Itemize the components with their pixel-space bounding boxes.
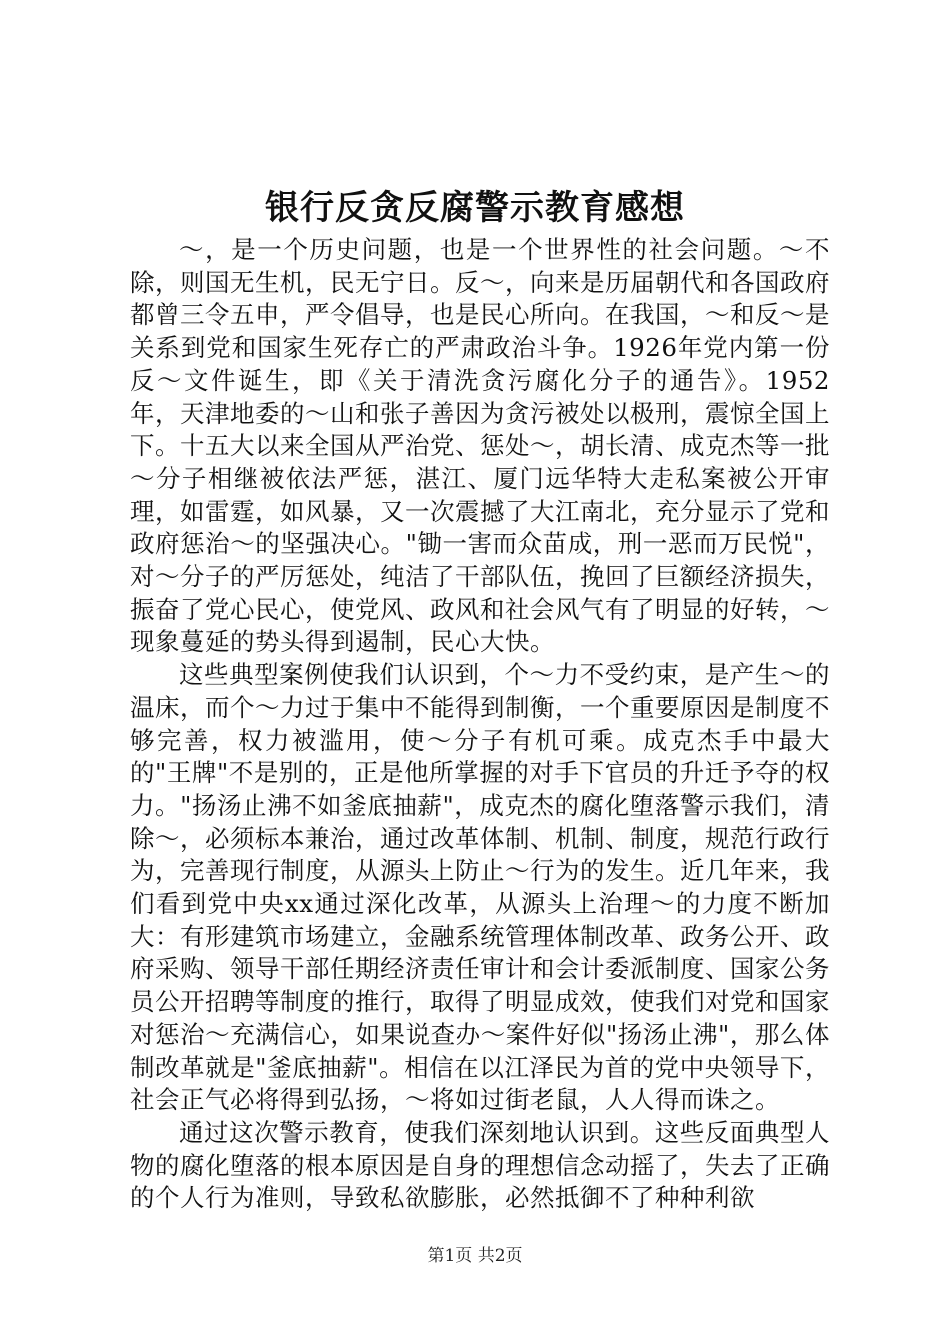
paragraph-2: 这些典型案例使我们认识到，个～力不受约束，是产生～的温床，而个～力过于集中不能得到制衡，一个重要原因是制度不够完善，权力被滥用，使～分子有机可乘。成克杰手中最大的"王牌"不是别的，正是他所掌握的对手下官员的升迁予夺的权力。"扬汤止沸不如釜底抽薪"，成克杰的腐化堕落警示我们，清除～，必须标本兼治，通过改革体制、机制、制度，规范行政行为，完善现行制度，从源头上防止～行为的发生。近几年来，我们看到党中央xx通过深化改革，从源头上治理～的力度不断加大：有形建筑市场建立，金融系统管理体制改革、政务公开、政府采购、领导干部任期经济责任审计和会计委派制度、国家公务员公开招聘等制度的推行，取得了明显成效，使我们对党和国家对惩治～充满信心，如果说查办～案件好似"扬汤止沸"，那么体制改革就是"釜底抽薪"。相信在以江泽民为首的党中央领导下，社会正气必将得到弘扬，～将如过街老鼠，人人得而诛之。 (130, 660, 830, 1115)
paragraph-1: ～，是一个历史问题，也是一个世界性的社会问题。～不除，则国无生机，民无宁日。反～，向来是历届朝代和各国政府都曾三令五申，严令倡导，也是民心所向。在我国，～和反～是关系到党和国家生死存亡的严肃政治斗争。1926年党内第一份反～文件诞生，即《关于清洗贪污腐化分子的通告》。1952年，天津地委的～山和张子善因为贪污被处以极刑，震惊全国上下。十五大以来全国从严治党、惩处～，胡长清、成克杰等一批～分子相继被依法严惩，湛江、厦门远华特大走私案被公开审理，如雷霆，如风暴，又一次震撼了大江南北，充分显示了党和政府惩治～的坚强决心。"锄一害而众苗成，刑一恶而万民悦"，对～分子的严厉惩处，纯洁了干部队伍，挽回了巨额经济损失，振奋了党心民心，使党风、政风和社会风气有了明显的好转，～现象蔓延的势头得到遏制，民心大快。 (130, 235, 830, 657)
document-body (130, 234, 830, 1215)
document-title: 银行反贪反腐警示教育感想 (265, 188, 685, 228)
paragraph-3: 通过这次警示教育，使我们深刻地认识到。这些反面典型人物的腐化堕落的根本原因是自身的理想信念动摇了，失去了正确的个人行为准则，导致私欲膨胀，必然抵御不了种种利欲 (130, 1117, 830, 1213)
page-number-footer: 第1页 共2页 (427, 1246, 523, 1266)
